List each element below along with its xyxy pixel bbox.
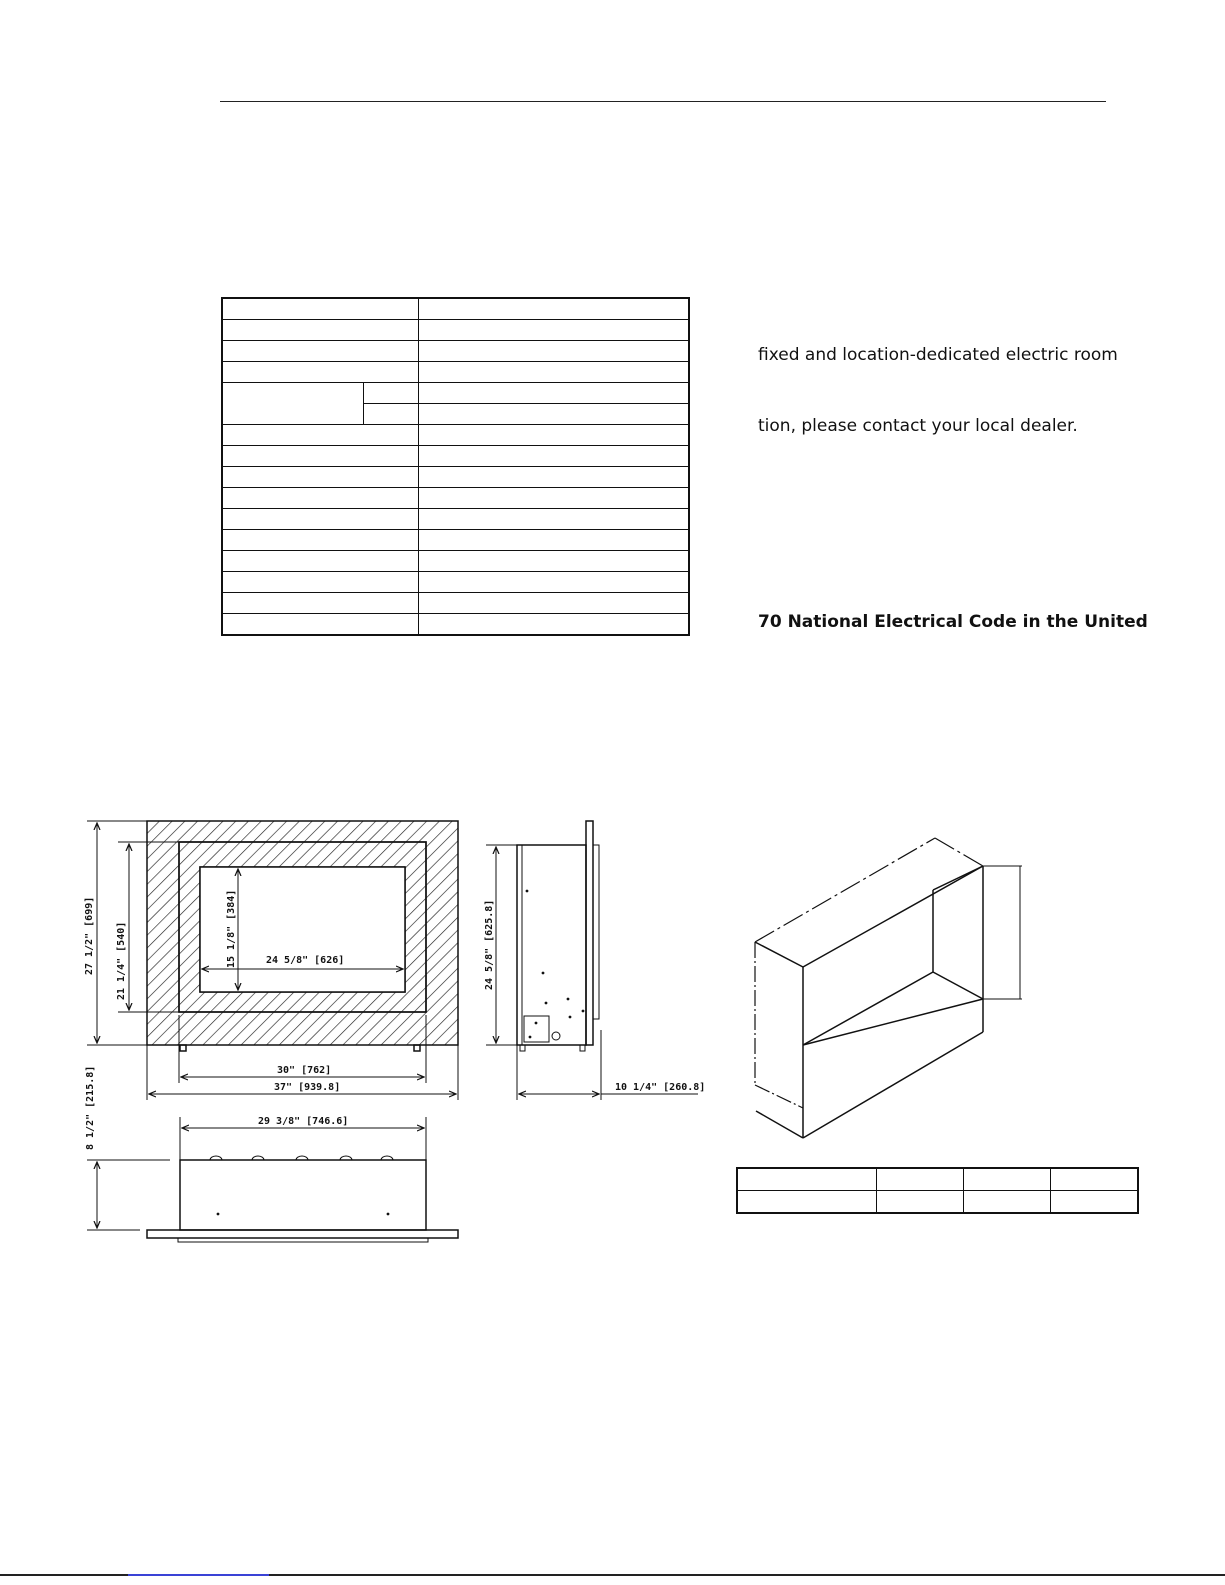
opening-dimensions-table bbox=[736, 1167, 1139, 1214]
dim-front-inner-height: 21 1/4" [540] bbox=[116, 921, 127, 1000]
footer-link-underline[interactable] bbox=[128, 1574, 269, 1576]
dim-depth: 10 1/4" [260.8] bbox=[615, 1082, 706, 1093]
top-view-dots bbox=[217, 1213, 390, 1216]
table-row bbox=[737, 1191, 1138, 1214]
dim-inner-width: 30" [762] bbox=[277, 1065, 332, 1076]
top-view bbox=[87, 1117, 458, 1242]
isometric-opening bbox=[755, 838, 1022, 1138]
dim-total-width: 37" [939.8] bbox=[274, 1082, 341, 1093]
body-text-line-bold: 70 National Electrical Code in the United bbox=[758, 612, 1148, 632]
body-text-line: tion, please contact your local dealer. bbox=[758, 416, 1078, 436]
dim-side-height: 24 5/8" [625.8] bbox=[484, 899, 495, 990]
dim-viewing-height: 15 1/8" [384] bbox=[226, 889, 237, 968]
dim-front-total-height: 27 1/2" [699] bbox=[84, 896, 95, 975]
dim-top-width: 29 3/8" [746.6] bbox=[258, 1116, 349, 1127]
body-text-line: fixed and location-dedicated electric room bbox=[758, 345, 1118, 365]
table-row bbox=[737, 1168, 1138, 1191]
dim-viewing-width: 24 5/8" [626] bbox=[266, 955, 345, 966]
side-view bbox=[486, 821, 698, 1100]
dim-top-height: 8 1/2" [215.8] bbox=[85, 1065, 96, 1150]
